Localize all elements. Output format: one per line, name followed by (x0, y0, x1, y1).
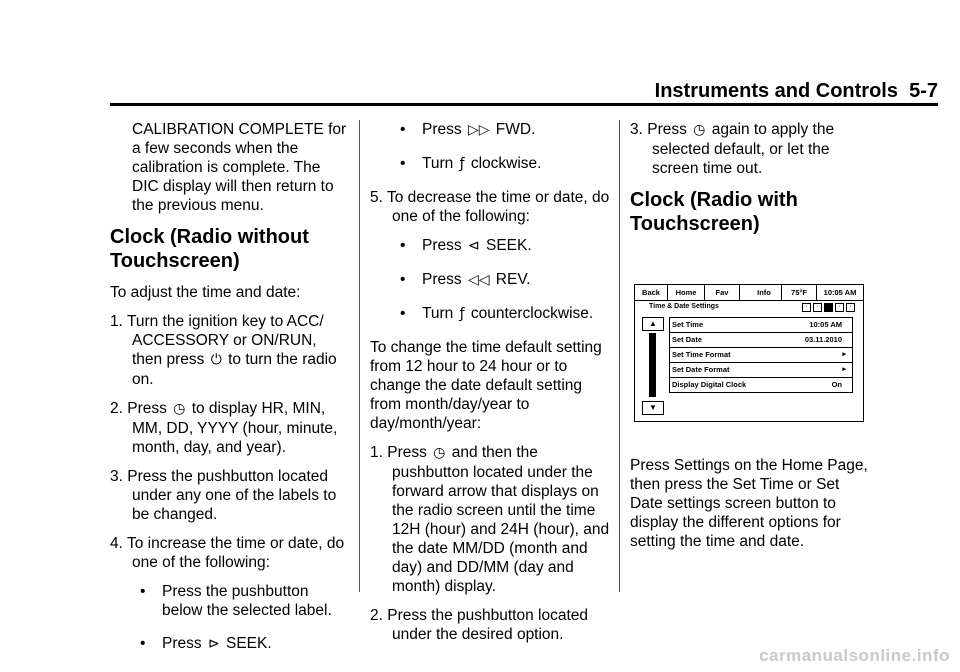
step-3: 3. Press the pushbutton located under any one of the labels to be changed. (110, 468, 337, 523)
screen-row-set-date[interactable]: Set Date 03.11.2010 (669, 332, 853, 347)
column-2 (370, 120, 610, 654)
screen-row-display-digital-clock[interactable]: Display Digital Clock On (669, 377, 853, 393)
status-icon: · (813, 303, 822, 312)
screen-scrollbar[interactable] (641, 317, 665, 415)
seek-up-icon: ⊳ (207, 636, 220, 652)
column-divider-1 (359, 120, 360, 592)
intro-text: To adjust the time and date: (110, 284, 301, 301)
status-icon: · (802, 303, 811, 312)
section-heading-no-touchscreen: Clock (Radio without Touchscreen) (110, 226, 309, 272)
clock-icon: ◷ (433, 445, 446, 461)
column-3-lower (630, 456, 875, 561)
bullet-seek-up: • Press ⊳ SEEK. (110, 634, 350, 654)
header-rule (110, 103, 938, 106)
scroll-down-icon[interactable]: ▼ (642, 401, 664, 415)
step-1: 1. Turn the ignition key to ACC/ ACCESSORY or ON/RUN, then press ⏻ to turn the radio on. (110, 313, 337, 388)
section-heading-touchscreen: Clock (Radio with Touchscreen) (630, 189, 798, 235)
tune-knob-icon: ƒ (459, 156, 465, 172)
screen-row-set-date-format[interactable]: Set Date Format ▸ (669, 362, 853, 377)
calibration-paragraph: CALIBRATION COMPLETE for a few seconds when the calibration is complete. The DIC display will then return to the previous menu. (132, 121, 347, 214)
column-divider-2 (619, 120, 620, 592)
screen-tab-fav[interactable]: Fav (705, 285, 740, 300)
screen-row-set-time-format[interactable]: Set Time Format ▸ (669, 347, 853, 362)
clock-icon: ◷ (693, 122, 706, 138)
bullet-turn-counterclockwise: • Turn ƒ counterclockwise. (370, 304, 610, 324)
page-number: 5-7 (909, 80, 938, 102)
seek-down-icon: ⊲ (467, 238, 480, 254)
screen-tab-bar (635, 285, 863, 301)
header-title: Instruments and Controls (654, 80, 898, 102)
step-5: 5. To decrease the time or date, do one of the following: (370, 189, 610, 225)
column-3 (630, 120, 875, 246)
screen-tab-home[interactable]: Home (668, 285, 705, 300)
chevron-right-icon: ▸ (842, 366, 846, 373)
step-4: 4. To increase the time or date, do one of the following: (110, 535, 345, 571)
status-icon (824, 303, 833, 312)
bullet-press-pushbutton: • Press the pushbutton below the selected label. (110, 582, 350, 620)
screen-clock: 10:05 AM (823, 288, 857, 297)
watermark: carmanualsonline.info (759, 646, 950, 665)
screen-status-icons (802, 303, 855, 312)
status-icon: · (846, 303, 855, 312)
default-format-paragraph: To change the time default setting from 12 hour to 24 hour or to change the date default setting from month/day/year to day/month/year: (370, 339, 602, 432)
bullet-turn-clockwise: • Turn ƒ clockwise. (370, 154, 610, 174)
screen-settings-list (669, 317, 853, 393)
status-icon: · (835, 303, 844, 312)
bullet-fwd: • Press ▷▷ FWD. (370, 120, 610, 140)
screen-tab-back[interactable]: Back (635, 285, 668, 300)
fast-forward-icon: ▷▷ (467, 122, 490, 138)
screen-tab-info[interactable]: Info (747, 285, 782, 300)
format-step-3: 3. Press ◷ again to apply the selected default, or let the screen time out. (630, 121, 835, 177)
format-step-2: 2. Press the pushbutton located under the desired option. (370, 607, 589, 643)
chevron-right-icon: ▸ (842, 351, 846, 358)
touchscreen-figure (634, 284, 864, 422)
bullet-rev: • Press ◁◁ REV. (370, 270, 610, 290)
scroll-up-icon[interactable]: ▲ (642, 317, 664, 331)
screen-temperature: 75°F (782, 285, 817, 300)
bullet-seek-down: • Press ⊲ SEEK. (370, 236, 610, 256)
touchscreen-paragraph: Press Settings on the Home Page, then press the Set Time or Set Date settings screen button to display the different options for setting the time and date. (630, 457, 868, 550)
screen-row-set-time[interactable]: Set Time 10:05 AM (669, 317, 853, 332)
power-icon: ⏻ (210, 352, 222, 368)
column-1 (110, 120, 350, 668)
screen-title: Time & Date Settings (649, 303, 719, 310)
format-step-1: 1. Press ◷ and then the pushbutton located under the forward arrow that displays on the radio screen until the time 12H (hour) and 24H (hour), and the date MM/DD (month and day) and DD/MM (day and month) display. (370, 444, 610, 595)
rewind-icon: ◁◁ (467, 272, 490, 288)
tune-knob-icon: ƒ (459, 306, 465, 322)
scroll-track[interactable] (649, 333, 656, 397)
clock-icon: ◷ (173, 401, 186, 417)
step-2: 2. Press ◷ to display HR, MIN, MM, DD, YYYY (hour, minute, month, day, and year). (110, 400, 338, 456)
